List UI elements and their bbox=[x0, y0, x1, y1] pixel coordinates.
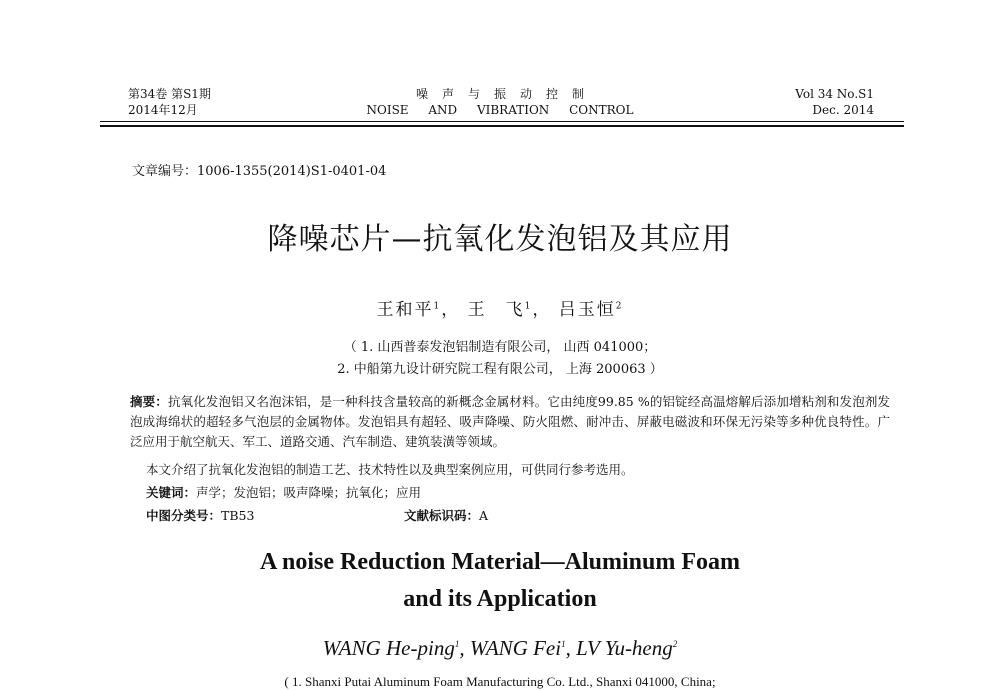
author-list bbox=[0, 295, 1000, 320]
author-affiliation-mark: 1 bbox=[524, 301, 533, 312]
classification-label: 中图分类号： bbox=[146, 508, 222, 523]
english-author-separator: , bbox=[565, 636, 577, 660]
keywords-text: 声学；发泡铝；吸声降噪；抗氧化；应用 bbox=[196, 485, 422, 500]
classification-number bbox=[146, 506, 254, 524]
english-title-line1: A noise Reduction Material—Aluminum Foam bbox=[260, 549, 740, 575]
author-name: 吕玉恒 bbox=[558, 300, 616, 320]
english-author-name: LV Yu-heng bbox=[576, 636, 673, 660]
document-code-label: 文献标识码： bbox=[404, 508, 480, 523]
volume-issue: 第34卷 第S1期 bbox=[128, 87, 211, 101]
document-code bbox=[404, 506, 488, 524]
english-author-separator: , bbox=[459, 636, 470, 660]
author-affiliation-mark: 2 bbox=[615, 301, 624, 312]
english-author-mark: 2 bbox=[672, 639, 678, 649]
author-separator: ， bbox=[441, 300, 461, 320]
author-separator: ， bbox=[532, 300, 552, 320]
author-name: 王 飞 bbox=[467, 300, 525, 320]
abstract bbox=[130, 392, 890, 452]
english-title-line2: and its Application bbox=[403, 586, 597, 612]
document-code-value: A bbox=[479, 508, 489, 523]
abstract-text: 抗氧化发泡铝又名泡沫铝，是一种科技含量较高的新概念金属材料。它由纯度99.85 %的铝锭经高温熔解后添加增粘剂和发泡剂发泡成海绵状的超轻多气泡层的金属物体。发泡铝具有超轻、吸声降噪、防火阻燃、耐冲击、屏蔽电磁波和环保无污染等多种优良特性。广泛应用于航空航天、军工、道路交通、汽车制造、建筑装潢等领域。 bbox=[130, 394, 890, 449]
article-number: 文章编号：1006-1355(2014)S1-0401-04 bbox=[132, 164, 387, 179]
journal-name-cn: 噪声与振动控制 bbox=[415, 87, 598, 101]
header-rule-thick bbox=[100, 125, 904, 127]
abstract-intro: 本文介绍了抗氧化发泡铝的制造工艺、技术特性以及典型案例应用，可供同行参考选用。 bbox=[146, 462, 634, 477]
english-author-name: WANG He-ping bbox=[322, 636, 455, 660]
author-name: 王和平 bbox=[376, 300, 434, 320]
journal-name bbox=[300, 86, 700, 118]
english-affiliation: ( 1. Shanxi Putai Aluminum Foam Manufacturing Co. Ltd., Shanxi 041000, China; bbox=[284, 674, 716, 689]
english-author-list bbox=[0, 636, 1000, 661]
keywords bbox=[146, 483, 421, 501]
journal-name-en: NOISE AND VIBRATION CONTROL bbox=[366, 103, 634, 117]
english-author-name: WANG Fei bbox=[469, 636, 562, 660]
header-rule-thin bbox=[100, 121, 904, 122]
publication-date-en: Dec. 2014 bbox=[812, 103, 874, 117]
english-author-mark: 1 bbox=[561, 639, 566, 649]
english-author-mark: 1 bbox=[454, 639, 460, 649]
author-affiliation-mark: 1 bbox=[433, 301, 442, 312]
affiliation-1: （ 1. 山西普泰发泡铝制造有限公司， 山西 041000； bbox=[343, 340, 657, 355]
volume-issue-en: Vol 34 No.S1 bbox=[795, 87, 874, 101]
keywords-label: 关键词： bbox=[146, 485, 197, 500]
affiliation-2: 2. 中船第九设计研究院工程有限公司， 上海 200063 ） bbox=[337, 362, 663, 377]
classification-value: TB53 bbox=[221, 508, 255, 523]
abstract-label: 摘要： bbox=[130, 394, 168, 409]
journal-volume-info-en bbox=[795, 86, 874, 118]
paper-title: 降噪芯片—抗氧化发泡铝及其应用 bbox=[267, 222, 733, 257]
journal-volume-info bbox=[128, 86, 211, 118]
publication-date: 2014年12月 bbox=[128, 103, 198, 117]
